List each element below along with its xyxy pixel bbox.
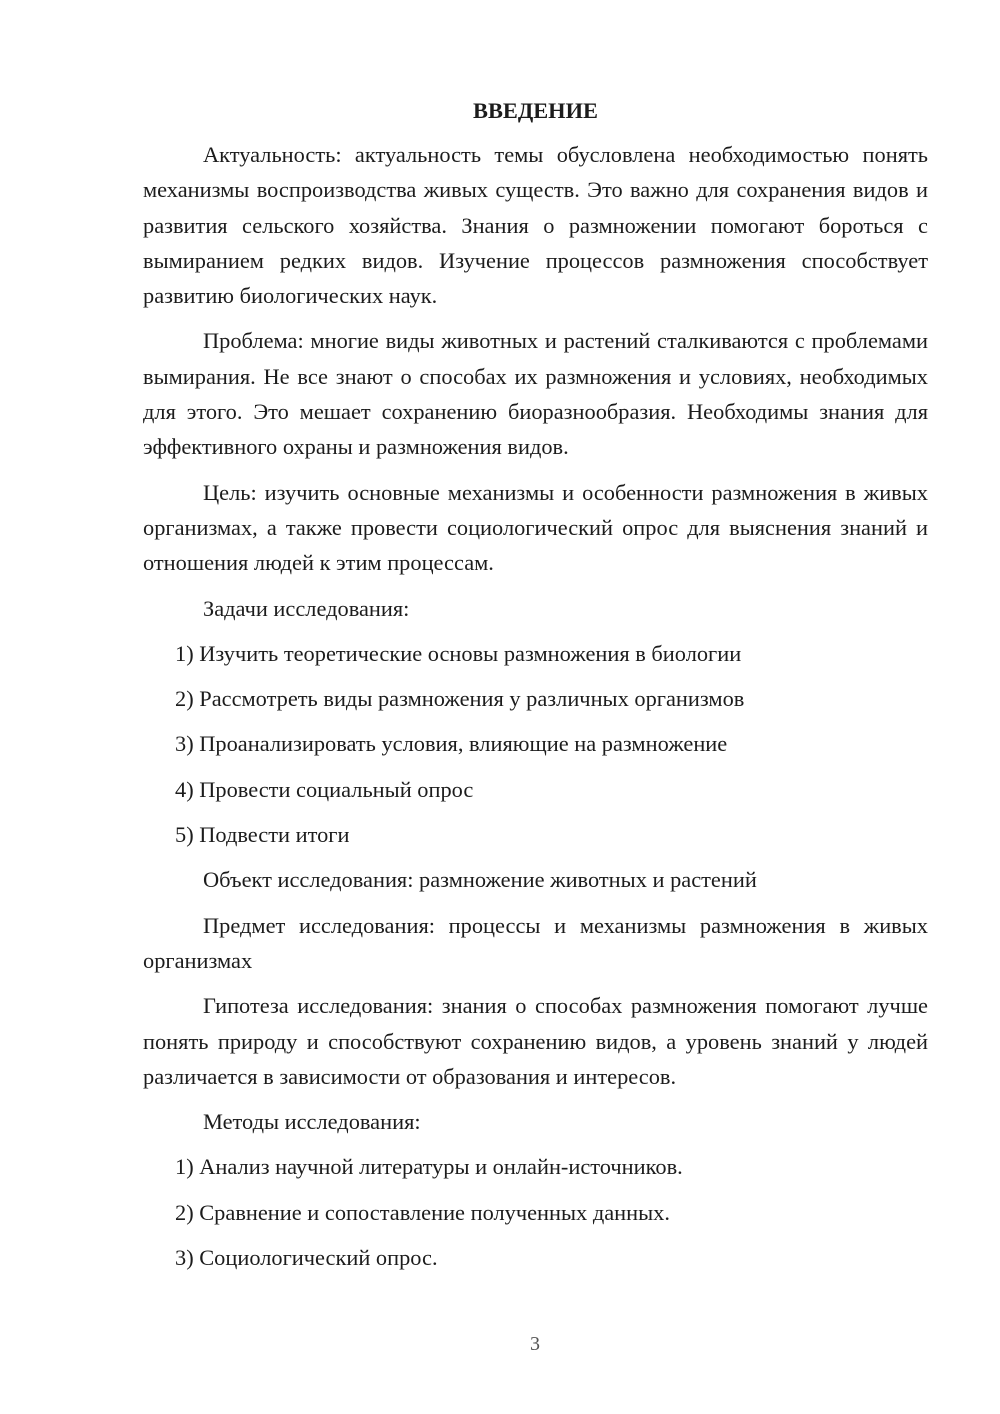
task-item: 3) Проанализировать условия, влияющие на размножение <box>175 731 728 757</box>
method-item: 1) Анализ научной литературы и онлайн-источников. <box>175 1154 683 1180</box>
methods-heading: Методы исследования: <box>203 1109 421 1135</box>
problem-paragraph: Проблема: многие виды животных и растений сталкиваются с проблемами вымирания. Не все знают о способах их размножения и условиях, необходимых для этого. Это мешает сохранению биоразнообразия. Необходимы знания для эффективного охраны и размножения видов. <box>143 328 928 460</box>
object-paragraph: Объект исследования: размножение животных и растений <box>203 867 757 893</box>
method-item: 3) Социологический опрос. <box>175 1245 438 1271</box>
task-item: 1) Изучить теоретические основы размножения в биологии <box>175 640 742 666</box>
section-title: ВВЕДЕНИЕ <box>473 98 598 123</box>
page-number: 3 <box>530 1333 540 1355</box>
hypothesis-paragraph: Гипотеза исследования: знания о способах размножения помогают лучше понять природу и способствуют сохранению видов, а уровень знаний у людей различается в зависимости от образования и интересов. <box>143 993 928 1089</box>
relevance-paragraph: Актуальность: актуальность темы обусловлена необходимостью понять механизмы воспроизводства живых существ. Это важно для сохранения видов и развития сельского хозяйства. Знания о размножении помогают бороться с вымиранием редких видов. Изучение процессов размножения способствует развитию биологических наук. <box>143 142 928 309</box>
task-item: 2) Рассмотреть виды размножения у различных организмов <box>175 686 745 712</box>
task-item: 5) Подвести итоги <box>175 822 350 848</box>
subject-paragraph: Предмет исследования: процессы и механизмы размножения в живых организмах <box>143 912 928 973</box>
goal-paragraph: Цель: изучить основные механизмы и особенности размножения в живых организмах, а также провести социологический опрос для выяснения знаний и отношения людей к этим процессам. <box>143 479 928 576</box>
method-item: 2) Сравнение и сопоставление полученных данных. <box>175 1199 670 1225</box>
task-item: 4) Провести социальный опрос <box>175 776 474 802</box>
tasks-heading: Задачи исследования: <box>203 595 410 621</box>
page-content <box>143 95 928 1285</box>
